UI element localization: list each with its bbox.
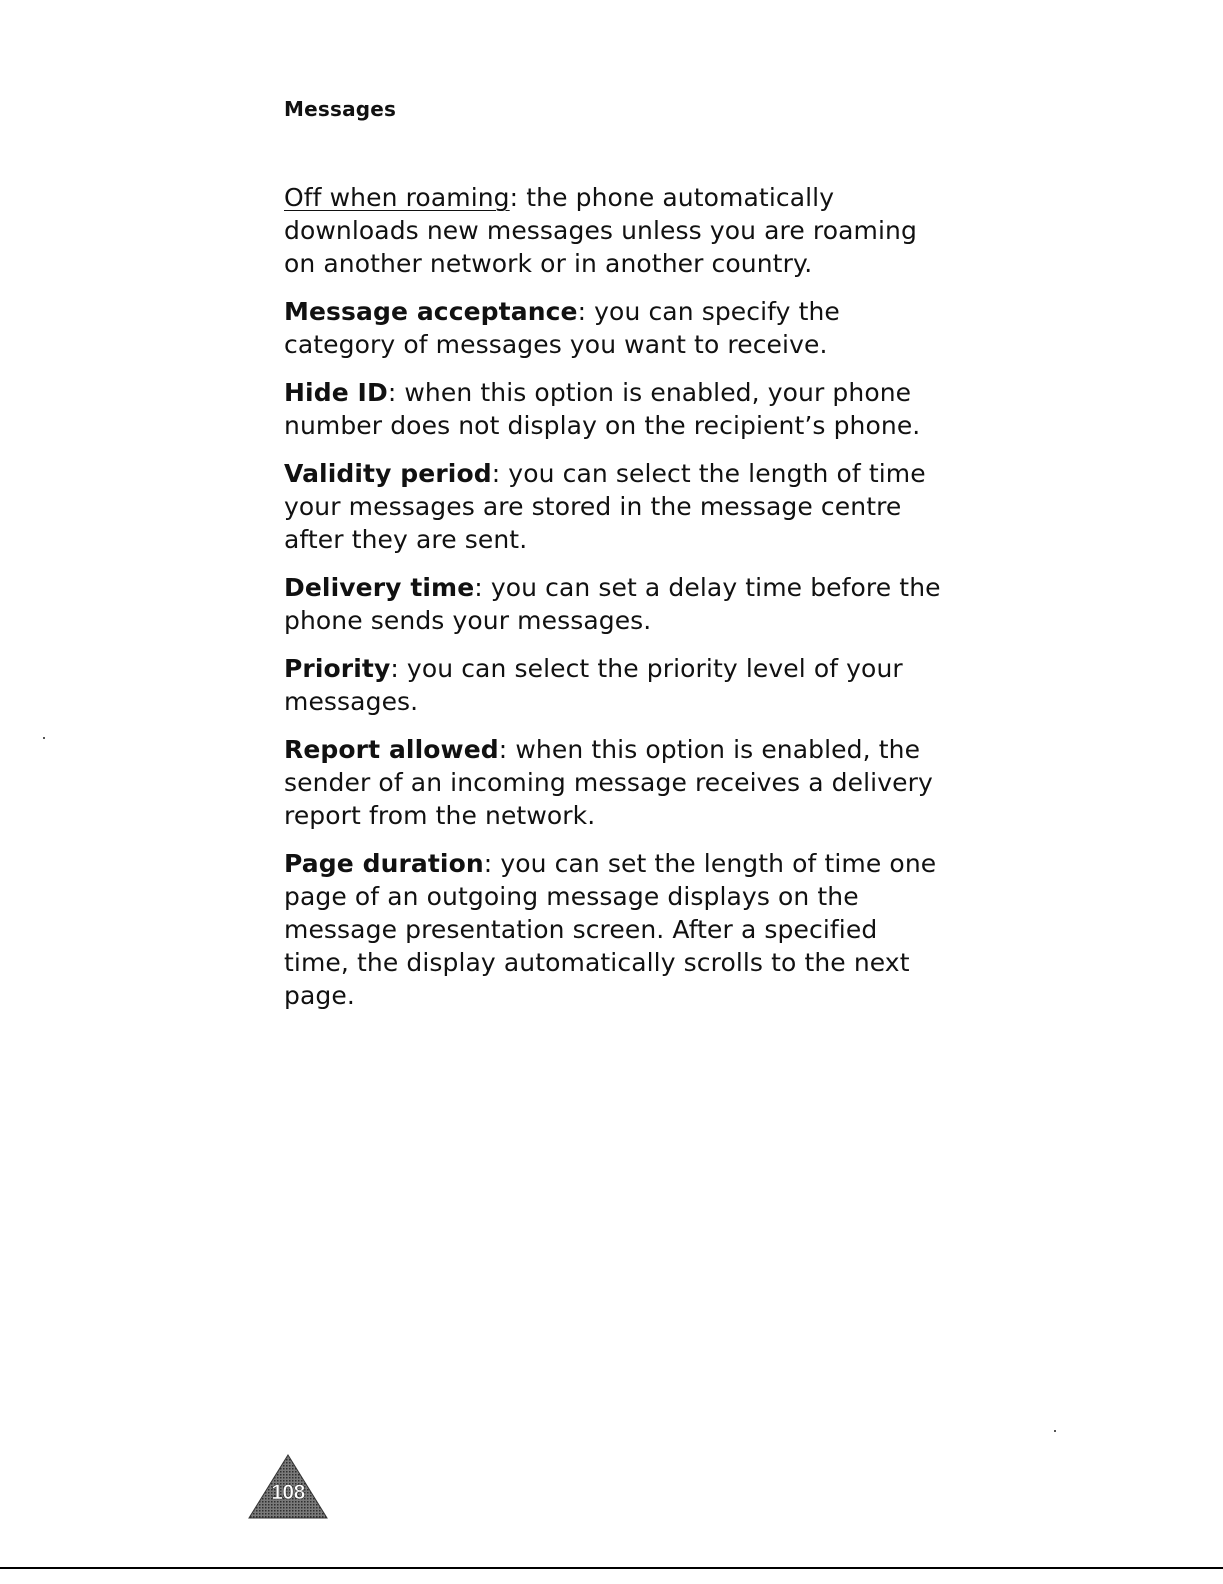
entry-term: Validity period: [284, 459, 492, 488]
scan-speck: [43, 737, 45, 739]
entry-term: Priority: [284, 654, 391, 683]
entry-term: Hide ID: [284, 378, 388, 407]
entry-separator: :: [498, 735, 508, 764]
entry-separator: :: [474, 573, 483, 602]
entry-description: you can set the length of time one page of an outgoing message displays on the message presentation screen. After a specified time, the display automatically scrolls to the next page.: [284, 849, 937, 1010]
settings-description-list: [284, 181, 944, 1027]
entry-priority: [284, 652, 944, 718]
entry-term: Page duration: [284, 849, 484, 878]
entry-hide-id: [284, 376, 944, 442]
page-number-badge: [247, 1453, 329, 1519]
entry-separator: :: [387, 378, 397, 407]
entry-validity-period: [284, 457, 944, 556]
entry-separator: :: [577, 297, 587, 326]
entry-separator: :: [509, 183, 519, 212]
entry-description: you can set a delay time before the phone sends your messages.: [284, 573, 941, 635]
entry-description: you can select the length of time your messages are stored in the message centre after they are sent.: [284, 459, 926, 554]
entry-delivery-time: [284, 571, 944, 637]
entry-description: when this option is enabled, your phone number does not display on the recipient’s phone.: [284, 378, 921, 440]
entry-description: you can select the priority level of your messages.: [284, 654, 903, 716]
entry-message-acceptance: [284, 295, 944, 361]
entry-term: Delivery time: [284, 573, 475, 602]
entry-term: Message acceptance: [284, 297, 578, 326]
entry-term: Report allowed: [284, 735, 499, 764]
scan-speck: [1054, 1430, 1056, 1432]
entry-off-when-roaming: [284, 181, 944, 280]
entry-page-duration: [284, 847, 944, 1012]
entry-description: the phone automatically downloads new messages unless you are roaming on another network or in another country.: [284, 183, 917, 278]
page-bottom-rule: [0, 1567, 1223, 1569]
entry-separator: :: [491, 459, 501, 488]
entry-description: you can specify the category of messages you want to receive.: [284, 297, 840, 359]
entry-separator: :: [390, 654, 399, 683]
entry-report-allowed: [284, 733, 944, 832]
section-title: Messages: [284, 97, 397, 121]
entry-term: Off when roaming: [284, 183, 510, 212]
entry-separator: :: [483, 849, 493, 878]
page-number: 108: [271, 1481, 305, 1504]
entry-description: when this option is enabled, the sender of an incoming message receives a delivery report from the network.: [284, 735, 933, 830]
